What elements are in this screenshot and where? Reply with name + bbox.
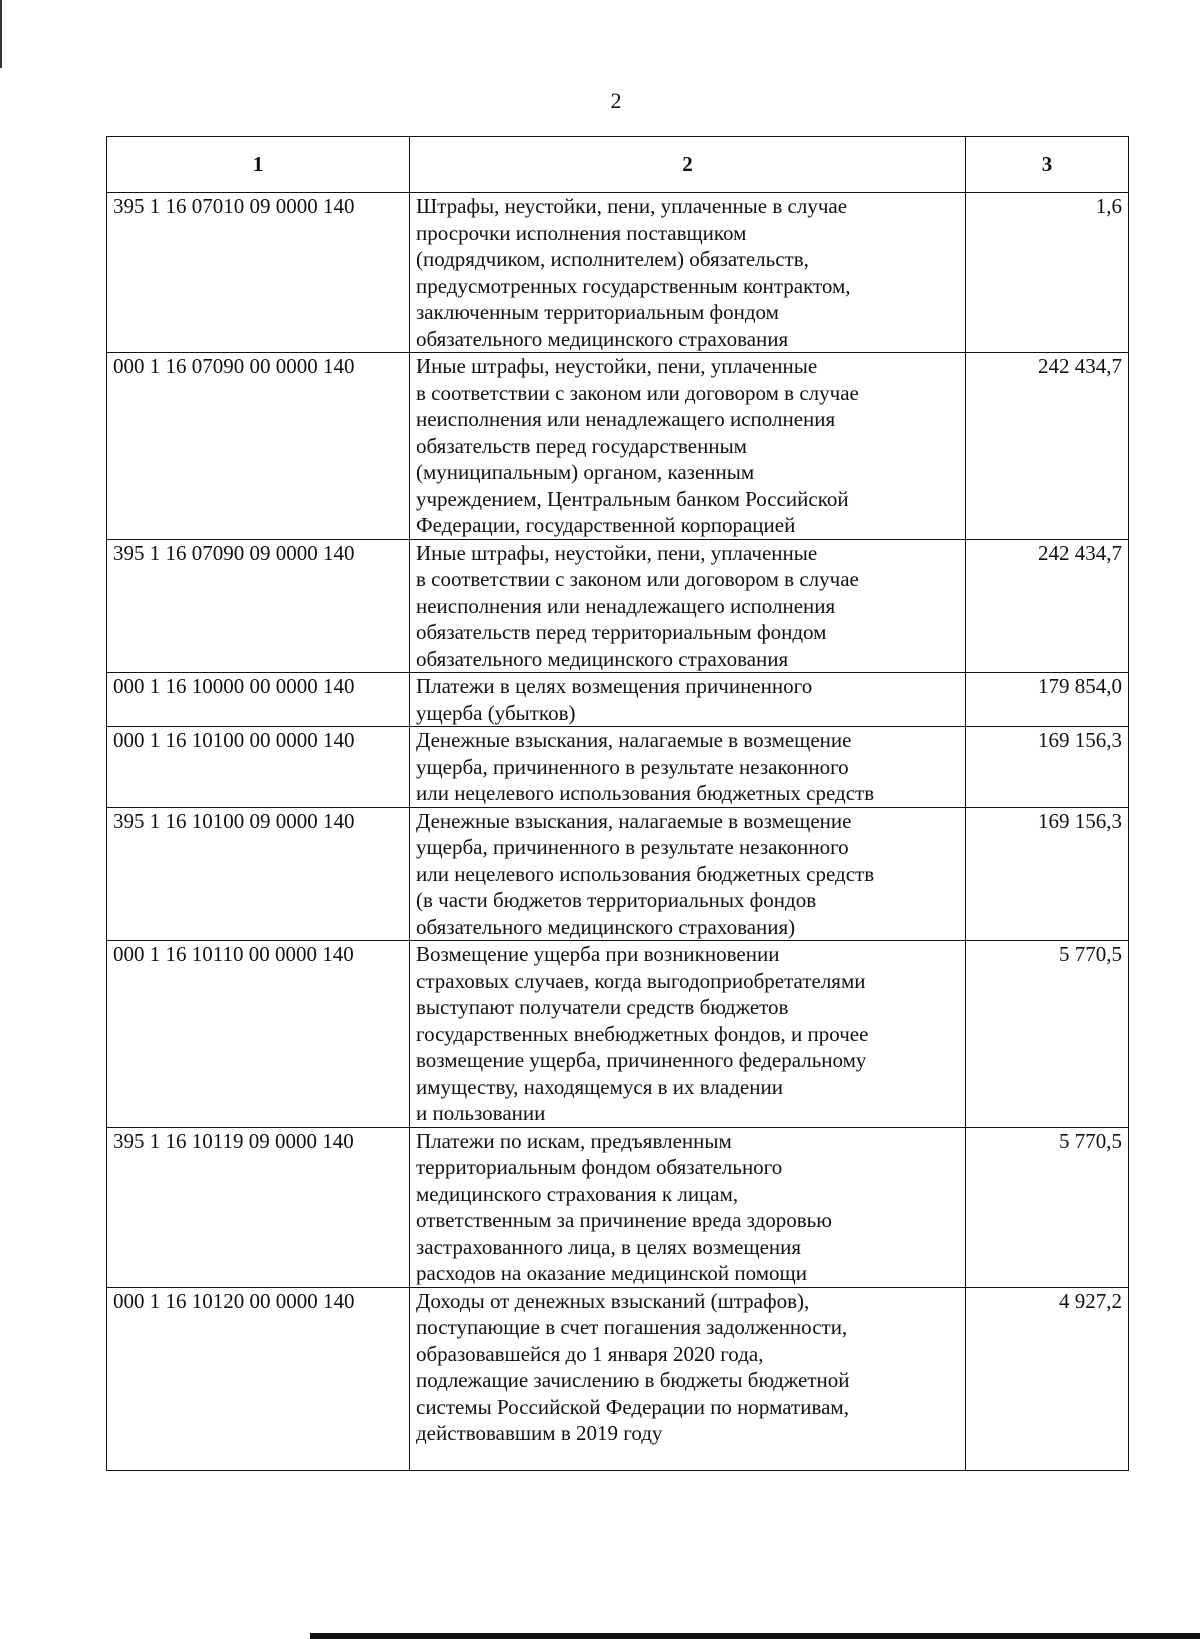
description-cell	[410, 1287, 966, 1470]
description-line: страховых случаев, когда выгодоприобретателями	[416, 968, 866, 993]
budget-code-cell: 395 1 16 10119 09 0000 140	[107, 1127, 410, 1287]
page-number: 2	[610, 88, 622, 113]
column-header-3: 3	[966, 137, 1129, 193]
column-header-2: 2	[410, 137, 966, 193]
description-line: Платежи в целях возмещения причиненного	[416, 674, 813, 698]
description-line: возмещение ущерба, причиненного федеральному	[416, 1048, 867, 1072]
table-row	[107, 727, 1129, 808]
description-line: ущерба, причиненного в результате незаконного	[416, 835, 849, 859]
budget-code-cell: 395 1 16 10100 09 0000 140	[107, 807, 410, 941]
scan-bottom-mark	[310, 1633, 1200, 1639]
table-row	[107, 941, 1129, 1128]
description-line: Денежные взыскания, налагаемые в возмещение	[416, 728, 852, 752]
description-line: расходов на оказание медицинской помощи	[416, 1261, 807, 1285]
description-line: учреждением, Центральным банком Российской	[416, 486, 849, 511]
table-row	[107, 1127, 1129, 1287]
description-line: (муниципальным) органом, казенным	[416, 460, 755, 484]
description-line: обязательного медицинского страхования)	[416, 914, 796, 939]
table-body	[107, 193, 1129, 1471]
description-line: ответственным за причинение вреда здоровью	[416, 1208, 832, 1232]
description-line: поступающие в счет погашения задолженности,	[416, 1315, 848, 1339]
description-line: Федерации, государственной корпорацией	[416, 513, 796, 537]
description-line: (в части бюджетов территориальных фондов	[416, 888, 817, 912]
description-line: (подрядчиком, исполнителем) обязательств,	[416, 247, 809, 271]
amount-cell: 1,6	[966, 193, 1129, 353]
description-line: Платежи по искам, предъявленным	[416, 1128, 732, 1153]
budget-code-cell: 000 1 16 10120 00 0000 140	[107, 1287, 410, 1470]
description-line: Иные штрафы, неустойки, пени, уплаченные	[416, 540, 818, 565]
description-line: предусмотренных государственным контрактом,	[416, 273, 851, 298]
scan-edge-mark	[0, 0, 2, 68]
description-line: просрочки исполнения поставщиком	[416, 220, 747, 245]
table-header-row	[107, 137, 1129, 193]
description-line: неисполнения или ненадлежащего исполнения	[416, 593, 836, 618]
table-row	[107, 1287, 1129, 1470]
description-line: в соответствии с законом или договором в случае	[416, 567, 859, 591]
amount-cell: 169 156,3	[966, 807, 1129, 941]
description-line: Иные штрафы, неустойки, пени, уплаченные	[416, 354, 818, 378]
description-line: обязательств перед территориальным фондом	[416, 620, 827, 644]
description-line: застрахованного лица, в целях возмещения	[416, 1234, 802, 1259]
description-line: имуществу, находящемуся в их владении	[416, 1074, 783, 1099]
description-line: обязательного медицинского страхования	[416, 326, 789, 351]
description-line: территориальным фондом обязательного	[416, 1155, 783, 1179]
amount-cell: 169 156,3	[966, 727, 1129, 808]
description-cell	[410, 673, 966, 727]
description-line: в соответствии с законом или договором в случае	[416, 380, 859, 405]
description-line: обязательного медицинского страхования	[416, 646, 789, 671]
description-line: государственных внебюджетных фондов, и прочее	[416, 1021, 869, 1046]
table-row	[107, 193, 1129, 353]
table-row	[107, 673, 1129, 727]
budget-code-cell: 000 1 16 10000 00 0000 140	[107, 673, 410, 727]
column-header-1: 1	[107, 137, 410, 193]
description-line: выступают получатели средств бюджетов	[416, 995, 789, 1019]
description-cell	[410, 807, 966, 941]
amount-cell: 242 434,7	[966, 539, 1129, 673]
budget-code-cell: 000 1 16 10100 00 0000 140	[107, 727, 410, 808]
table-row	[107, 353, 1129, 540]
amount-cell: 5 770,5	[966, 941, 1129, 1128]
amount-cell: 242 434,7	[966, 353, 1129, 540]
table-row	[107, 807, 1129, 941]
budget-code-cell: 395 1 16 07090 09 0000 140	[107, 539, 410, 673]
description-line: Денежные взыскания, налагаемые в возмещение	[416, 808, 852, 833]
description-line: Доходы от денежных взысканий (штрафов),	[416, 1288, 810, 1313]
description-line: системы Российской Федерации по нормативам,	[416, 1394, 849, 1419]
budget-code-cell: 395 1 16 07010 09 0000 140	[107, 193, 410, 353]
description-line: Возмещение ущерба при возникновении	[416, 942, 780, 966]
description-line: медицинского страхования к лицам,	[416, 1181, 739, 1206]
amount-cell: 4 927,2	[966, 1287, 1129, 1470]
description-line: обязательств перед государственным	[416, 433, 747, 458]
description-line: или нецелевого использования бюджетных средств	[416, 781, 875, 805]
description-cell	[410, 193, 966, 353]
budget-revenue-table	[106, 136, 1129, 1471]
description-line: и пользовании	[416, 1101, 546, 1125]
description-line: или нецелевого использования бюджетных средств	[416, 861, 875, 886]
description-line: действовавшим в 2019 году	[416, 1421, 663, 1445]
description-cell	[410, 539, 966, 673]
budget-code-cell: 000 1 16 07090 00 0000 140	[107, 353, 410, 540]
description-line: подлежащие зачислению в бюджеты бюджетной	[416, 1368, 850, 1392]
description-cell	[410, 1127, 966, 1287]
description-cell	[410, 941, 966, 1128]
description-line: ущерба (убытков)	[416, 700, 576, 725]
amount-cell: 179 854,0	[966, 673, 1129, 727]
table-row	[107, 539, 1129, 673]
description-line: образовавшейся до 1 января 2020 года,	[416, 1341, 764, 1366]
description-cell	[410, 727, 966, 808]
budget-code-cell: 000 1 16 10110 00 0000 140	[107, 941, 410, 1128]
description-line: неисполнения или ненадлежащего исполнения	[416, 407, 836, 431]
description-line: Штрафы, неустойки, пени, уплаченные в случае	[416, 194, 848, 218]
description-cell	[410, 353, 966, 540]
description-line: заключенным территориальным фондом	[416, 300, 779, 324]
description-line: ущерба, причиненного в результате незаконного	[416, 754, 849, 779]
amount-cell: 5 770,5	[966, 1127, 1129, 1287]
